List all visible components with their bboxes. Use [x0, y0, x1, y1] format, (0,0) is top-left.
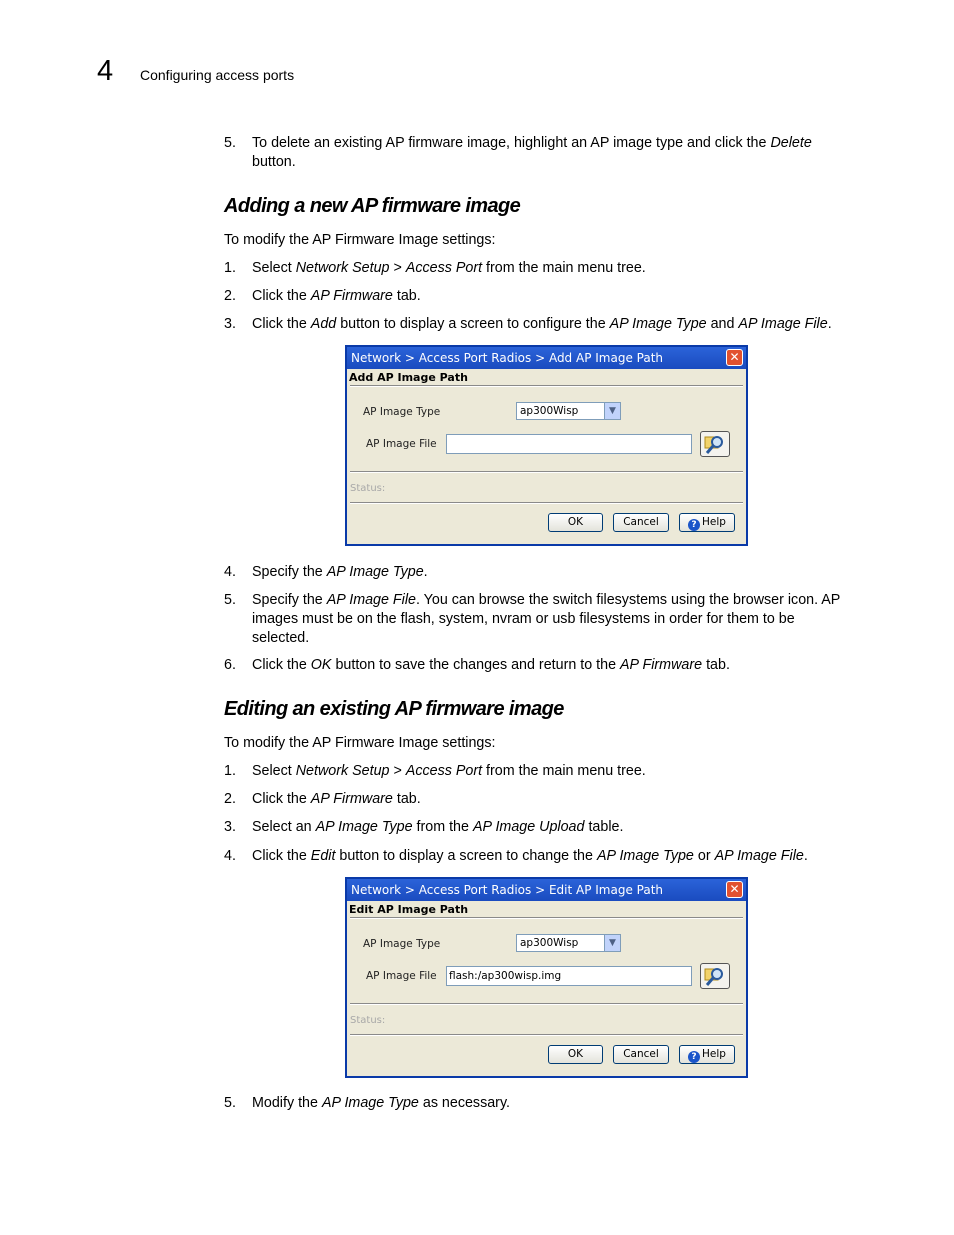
step-number: 4. — [224, 564, 236, 580]
help-icon: ? — [688, 1051, 700, 1063]
ap-image-file-input[interactable]: flash:/ap300wisp.img — [446, 966, 692, 986]
ap-image-type-label: AP Image Type — [363, 406, 441, 418]
chapter-title: Configuring access ports — [140, 67, 295, 83]
step-number: 4. — [224, 848, 236, 864]
dialog-title: Network > Access Port Radios > Edit AP Image Path — [351, 883, 664, 897]
step-number: 2. — [224, 791, 236, 807]
ap-image-file-label: AP Image File — [366, 438, 437, 450]
section-heading-add: Adding a new AP firmware image — [224, 195, 521, 217]
ap-image-type-select[interactable] — [516, 402, 621, 420]
step-number: 3. — [224, 316, 236, 332]
status-label: Status: — [350, 1015, 386, 1026]
section-heading-edit: Editing an existing AP firmware image — [224, 698, 564, 720]
step-number: 1. — [224, 260, 236, 276]
help-label: Help — [702, 516, 726, 528]
step-number: 5. — [224, 592, 236, 608]
step-text: Click the AP Firmware tab. — [252, 288, 421, 304]
chevron-down-icon[interactable]: ▼ — [604, 403, 620, 419]
chapter-number: 4 — [97, 55, 114, 87]
ap-image-type-value: ap300Wisp — [520, 405, 579, 417]
cancel-button[interactable]: Cancel — [613, 513, 669, 532]
ap-image-type-select[interactable] — [516, 934, 621, 952]
step-text: Specify the AP Image File. You can browse the switch filesystems using the browser icon. AP images must be on the flash, system, nvram or usb filesystems in order for them to be selected. — [252, 592, 841, 646]
step-text: Select Network Setup > Access Port from the main menu tree. — [252, 763, 646, 779]
divider — [350, 502, 743, 504]
intro-text: To modify the AP Firmware Image settings: — [224, 735, 496, 751]
step-number: 2. — [224, 288, 236, 304]
step-number: 5. — [224, 135, 236, 151]
browse-button[interactable] — [700, 963, 730, 989]
step-text: Select Network Setup > Access Port from the main menu tree. — [252, 260, 646, 276]
step-text: Click the OK button to save the changes and return to the AP Firmware tab. — [252, 657, 730, 673]
browse-button[interactable] — [700, 431, 730, 457]
step-text: Click the Edit button to display a screen to change the AP Image Type or AP Image File. — [252, 848, 808, 864]
step-number: 3. — [224, 819, 236, 835]
ok-button[interactable]: OK — [548, 513, 603, 532]
divider — [350, 917, 743, 919]
help-icon: ? — [688, 519, 700, 531]
help-label: Help — [702, 1048, 726, 1060]
status-label: Status: — [350, 483, 386, 494]
step-text: Specify the AP Image Type. — [252, 564, 428, 580]
step-text: To delete an existing AP firmware image, highlight an AP image type and click the Delete button. — [252, 135, 812, 170]
intro-text: To modify the AP Firmware Image settings: — [224, 232, 496, 248]
chevron-down-icon[interactable]: ▼ — [604, 935, 620, 951]
ap-image-file-label: AP Image File — [366, 970, 437, 982]
ap-image-type-value: ap300Wisp — [520, 937, 579, 949]
dialog-title: Network > Access Port Radios > Add AP Image Path — [351, 351, 664, 365]
close-icon[interactable]: ✕ — [726, 349, 743, 366]
divider — [350, 471, 743, 473]
divider — [350, 1003, 743, 1005]
step-text: Click the Add button to display a screen to configure the AP Image Type and AP Image File. — [252, 316, 832, 332]
step-text: Modify the AP Image Type as necessary. — [252, 1095, 511, 1111]
ok-button[interactable]: OK — [548, 1045, 603, 1064]
dialog-titlebar[interactable] — [347, 347, 746, 369]
magnifier-icon — [701, 432, 729, 456]
dialog-section-title: Edit AP Image Path — [349, 903, 469, 916]
help-button[interactable] — [679, 1045, 735, 1064]
ap-image-type-label: AP Image Type — [363, 938, 441, 950]
step-text: Select an AP Image Type from the AP Image Upload table. — [252, 819, 624, 835]
step-number: 6. — [224, 657, 236, 673]
dialog-titlebar[interactable] — [347, 879, 746, 901]
close-icon[interactable]: ✕ — [726, 881, 743, 898]
divider — [350, 1034, 743, 1036]
step-text: Click the AP Firmware tab. — [252, 791, 421, 807]
help-button[interactable] — [679, 513, 735, 532]
magnifier-icon — [701, 964, 729, 988]
ap-image-file-input[interactable] — [446, 434, 692, 454]
step-number: 5. — [224, 1095, 236, 1111]
add-image-path-dialog — [345, 345, 748, 546]
step-number: 1. — [224, 763, 236, 779]
edit-image-path-dialog — [345, 877, 748, 1078]
cancel-button[interactable]: Cancel — [613, 1045, 669, 1064]
divider — [350, 385, 743, 387]
dialog-section-title: Add AP Image Path — [349, 371, 468, 384]
